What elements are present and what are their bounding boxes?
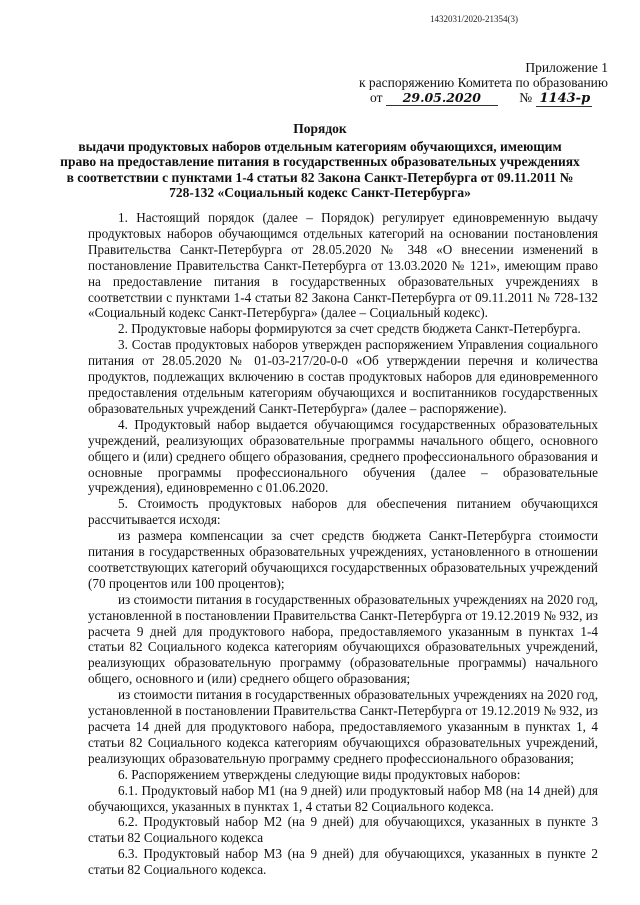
paragraph-5: 5. Стоимость продуктовых наборов для обеспечения питанием обучающихся рассчитывается исходя: [88,496,598,528]
title-subtitle: выдачи продуктовых наборов отдельным категориям обучающихся, имеющим право на предоставление питания в государственных образовательных учреждениях в соответствии с пунктами 1-4 статьи 82 Закона Санкт-Петербурга от 09.11.2011 № 728-132 «Социальный кодекс Санкт-Петербурга» [60,138,580,200]
document-title [60,121,580,201]
paragraph-5-item-2: из стоимости питания в государственных образовательных учреждениях на 2020 год, установленной в постановлении Правительства Санкт-Петербурга от 19.12.2019 № 932, из расчета 9 дней для продуктового набора, предоставляемого указанным в пунктах 1-4 статьи 82 Социального кодекса категориям обучающихся образовательных учреждений, реализующих образовательную программу (образовательные программы) начального общего, основного и (или) среднего общего образования; [88,591,598,687]
paragraph-6-3: 6.3. Продуктовый набор М3 (на 9 дней) для обучающихся, указанных в пункте 2 статьи 82 Социального кодекса. [88,846,598,878]
paragraph-1: 1. Настоящий порядок (далее – Порядок) регулирует единовременную выдачу продуктовых наборов обучающимся отдельных категорий на основании постановления Правительства Санкт-Петербурга от 28.05.2020 № 348 «О внесении изменений в постановление Правительства Санкт-Петербурга от 13.03.2020 № 121», имеющим право на предоставление питания в государственных образовательных учреждениях в соответствии с пунктами 1-4 статьи 82 Закона Санкт-Петербурга от 09.11.2011 № 728-132 «Социальный кодекс Санкт-Петербурга» (далее – Социальный кодекс). [88,210,598,321]
paragraph-6-2: 6.2. Продуктовый набор М2 (на 9 дней) для обучающихся, указанных в пункте 3 статьи 82 Социального кодекса [88,814,598,846]
date-number-line [370,90,610,107]
paragraph-2: 2. Продуктовые наборы формируются за счет средств бюджета Санкт-Петербурга. [118,321,581,337]
document-registration-number: 1432031/2020-21354(3) [430,14,518,24]
document-body [88,210,598,878]
appendix-title: Приложение 1 [525,60,608,75]
paragraph-5-item-3: из стоимости питания в государственных образовательных учреждениях на 2020 год, установленной в постановлении Правительства Санкт-Петербурга от 19.12.2019 № 932, из расчета 14 дней для продуктового набора, предоставляемого указанным в пунктах 1, 4 статьи 82 Социального кодекса категориям обучающихся образовательных учреждений, реализующих образовательную программу среднего профессионального образования; [88,687,598,766]
handwritten-date: 29.05.2020 [386,91,498,106]
title-heading: Порядок [293,121,347,136]
appendix-block [359,60,608,90]
paragraph-5-item-1: из размера компенсации за счет средств бюджета Санкт-Петербурга стоимости питания в государственных образовательных учреждениях, установленного в отношении соответствующих категорий обучающихся государственных образовательных учреждений (70 процентов или 100 процентов); [88,528,598,591]
paragraph-6: 6. Распоряжением утверждены следующие виды продуктовых наборов: [118,766,521,782]
appendix-reference: к распоряжению Комитета по образованию [358,75,608,90]
paragraph-6-1: 6.1. Продуктовый набор М1 (на 9 дней) или продуктовый набор М8 (на 14 дней) для обучающихся, указанных в пунктах 1, 4 статьи 82 Социального кодекса. [88,782,598,814]
number-prefix: № [519,90,533,105]
date-prefix: от [370,90,383,105]
paragraph-4: 4. Продуктовый набор выдается обучающимся государственных образовательных учреждений, реализующих образовательные программы начального общего, основного общего и (или) среднего общего образования, среднего профессионального образования и основные программы профессионального обучения (далее – образовательные учреждения), единовременно с 01.06.2020. [88,416,598,496]
paragraph-3: 3. Состав продуктовых наборов утвержден распоряжением Управления социального питания от 28.05.2020 № 01-03-217/20-0-0 «Об утверждении перечня и количества продуктов, подлежащих включению в состав продуктовых наборов для единовременного предоставления отдельным категориям обучающихся и воспитанников государственных образовательных учреждений Санкт-Петербурга» (далее – распоряжение). [88,337,598,416]
handwritten-order-number: 1143-р [536,92,592,107]
